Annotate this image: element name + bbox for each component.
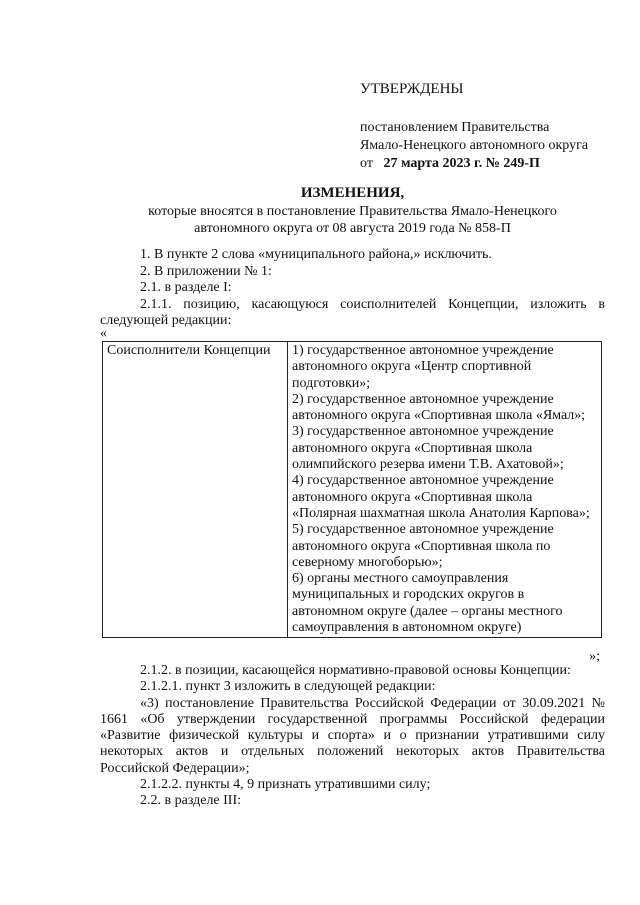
coexecutors-table <box>102 341 602 638</box>
quote-close: »; <box>589 649 600 664</box>
table-left-cell: Соисполнители Концепции <box>103 342 288 638</box>
lower-paragraphs <box>100 663 605 810</box>
coexecutor-item-4: 4) государственное автономное учреждение автономного округа «Спортивная школа «Полярная шахматная школа Анатолия Карпова»; <box>292 473 590 521</box>
paragraph-3: 2.1. в разделе I: <box>140 280 232 295</box>
approval-date-number: 27 марта 2023 г. № 249-П <box>383 156 540 171</box>
paragraph-2: 2. В приложении № 1: <box>140 263 272 279</box>
coexecutor-item-6: 6) органы местного самоуправления муниципальных и городских округов в автономном округе (далее – органы местного самоуправления в автономном округе) <box>292 571 563 636</box>
heading-subtitle <box>100 203 605 237</box>
lower-paragraph-5: 2.2. в разделе III: <box>140 793 242 809</box>
table-row <box>103 342 602 638</box>
lower-paragraph-1: 2.1.2. в позиции, касающейся нормативно-правовой основы Концепции: <box>140 663 571 678</box>
heading-title: ИЗМЕНЕНИЯ, <box>300 185 405 201</box>
approval-date-line <box>360 155 620 173</box>
coexecutor-item-5: 5) государственное автономное учреждение автономного округа «Спортивная школа по северному многоборью»; <box>292 522 554 570</box>
table-right-cell <box>288 342 602 638</box>
approval-line-2: Ямало-Ненецкого автономного округа <box>360 138 589 153</box>
lower-paragraph-4: 2.1.2.2. пункты 4, 9 признать утратившими силу; <box>140 777 431 793</box>
approval-block <box>360 80 620 173</box>
coexecutor-item-1: 1) государственное автономное учреждение автономного округа «Центр спортивной подготовки»; <box>292 343 554 391</box>
coexecutor-item-2: 2) государственное автономное учреждение автономного округа «Спортивная школа «Ямал»; <box>292 391 586 424</box>
paragraph-4: 2.1.1. позицию, касающуюся соисполнителей Концепции, изложить в следующей редакции: <box>100 296 605 328</box>
approval-line-1: постановлением Правительства <box>360 120 550 135</box>
heading-subtitle-line-1: которые вносятся в постановление Правительства Ямало-Ненецкого <box>148 204 557 219</box>
heading-subtitle-line-2: автономного округа от 08 августа 2019 года № 858-П <box>194 221 511 236</box>
coexecutor-item-3: 3) государственное автономное учреждение автономного округа «Спортивная школа олимпийского резерва имени Т.В. Ахатовой»; <box>292 424 564 473</box>
quote-open: « <box>100 326 107 341</box>
lower-paragraph-2: 2.1.2.1. пункт 3 изложить в следующей редакции: <box>140 679 436 695</box>
intro-paragraphs <box>100 247 605 330</box>
approval-from: от <box>360 156 373 171</box>
lower-paragraph-3: «3) постановление Правительства Российской Федерации от 30.09.2021 № 1661 «Об утверждении государственной программы Российской федерации «Развитие физической культуры и спорта» и о признании утратившими силу некоторых актов и отдельных положений некоторых актов Правительства Российской Федерации»; <box>100 695 605 776</box>
paragraph-1: 1. В пункте 2 слова «муниципального района,» исключить. <box>140 247 492 262</box>
approval-title: УТВЕРЖДЕНЫ <box>360 81 464 97</box>
